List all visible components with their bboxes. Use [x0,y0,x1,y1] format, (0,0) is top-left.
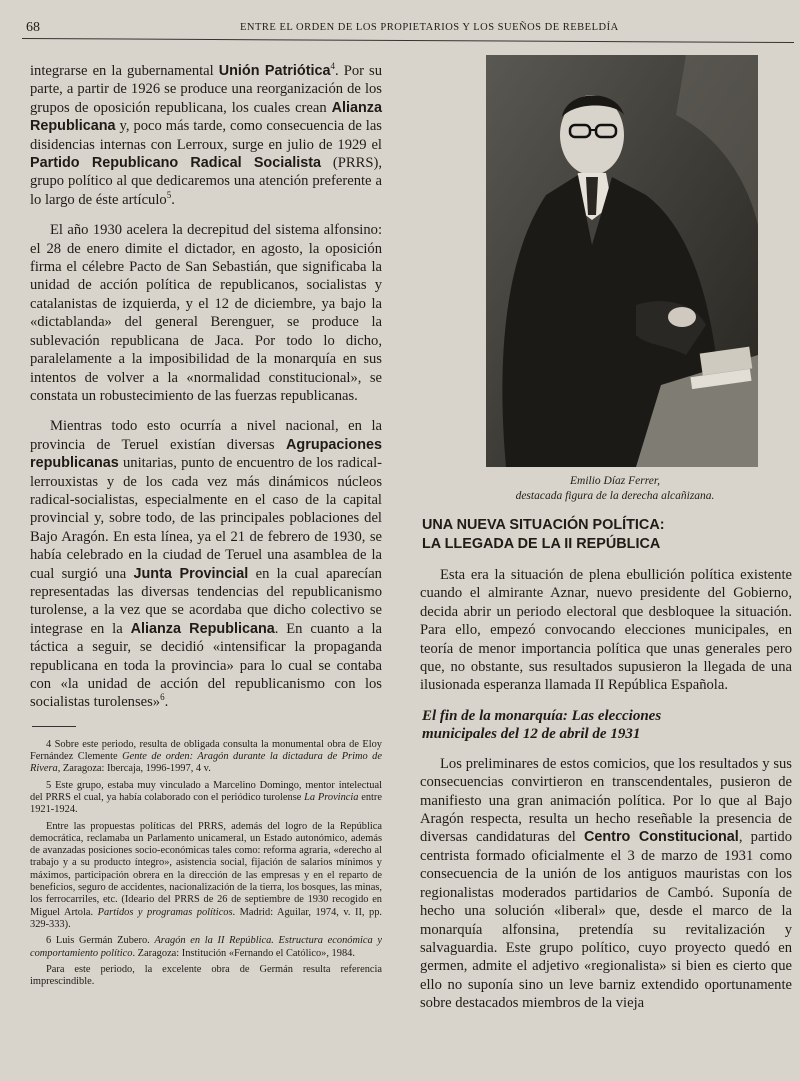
section-heading [422,516,792,554]
text-run: integrarse en la gubernamental [30,63,219,79]
section-heading-line-1: UNA NUEVA SITUACIÓN POLÍTICA: [422,517,665,533]
portrait-illustration [486,55,758,467]
subsection-heading-line-2: municipales del 12 de abril de 1931 [422,725,641,742]
text-run: , Zaragoza: Ibercaja, 1996-1997, 4 v. [57,763,211,775]
text-run: (PRRS), grupo político al que dedicaremos una atención preferente a lo largo de éste artículo [30,155,382,208]
text-run: . Zaragoza: Institución «Fernando el Católico», 1984. [132,947,355,959]
text-run: y, poco más tarde, como consecuencia de las disidencias internas con Lerroux, surge en julio de 1929 el [30,118,382,153]
cited-title: La Provincia [304,792,359,803]
paragraph-1 [30,62,382,209]
section-heading-line-2: LA LLEGADA DE LA II REPÚBLICA [422,536,661,552]
text-run: Para este periodo, la excelente obra de Germán resulta referencia imprescindible. [30,963,382,988]
footnote-6-continued [30,964,382,989]
text-run: . Por su parte, a partir de 1926 se produce una reorganización de los grupos de oposición republicana, los cuales crean [30,63,382,116]
text-run: entre 1921-1924. [30,792,382,816]
text-run: . Madrid: Aguilar, 1974, v. II, pp. 329-333). [30,906,383,930]
subsection-heading [422,707,792,743]
footnote-ref-4: 4 [330,61,335,72]
text-run: . En cuanto a la táctica a seguir, se decidió «intensificar la propaganda republicana en toda la provincia» para lo cual se contaba con «la unidad de acción del republicanismo con los socialistas turolenses» [30,620,382,711]
text-run: 6 Luis Germán Zubero. [46,935,155,947]
text-run: 5 Este grupo, estaba muy vinculado a Marcelino Domingo, mentor intelectual del PRRS el cual, ya había colaborado con el periódico turolense [30,779,382,803]
footnote-5 [30,780,382,817]
footnote-ref-5: 5 [166,189,172,200]
header-rule [22,38,794,43]
text-run: 4 Sobre este periodo, resulta de obligada consulta la monumental obra de Eloy Fernández Clemente [30,738,382,763]
cited-title: Aragón en la II República. Estructura económica y comportamiento político [30,935,382,959]
paragraph-2 [30,221,382,405]
portrait-photo [486,55,758,467]
text-run: unitarias, punto de encuentro de los radical-lerrouxistas y de los cada vez más dinámicos núcleos radical-socialistas, especialmente en el caso de la capital provincial y, sobre todo, de las principales poblaciones del Bajo Aragón. En esta línea, ya el 21 de febrero de 1930, se había celebrado en la ciudad de Teruel una asamblea de la cual surgió una [30,455,382,582]
text-run: El año 1930 acelera la decrepitud del sistema alfonsino: el 28 de enero dimite el dictador, en agosto, la oposición firma el célebre Pacto de San Sebastián, que significaba la unidad de acción política de republicanos, socialistas y catalanistas de izquierda, y el 12 de diciembre, ya bajo la «dictablanda» del general Berenguer, se produce la sublevación republicana de Jaca. Por todo lo dicho, paralelamente a la imposibilidad de la monarquía en sus intentos de volver a la «normalidad constitucional», se constata un robustecimiento de las fuerzas republicanas. [30,222,382,404]
caption-description: destacada figura de la derecha alcañizana. [515,490,715,502]
footnote-5-continued [30,821,382,932]
running-title: ENTRE EL ORDEN DE LOS PROPIETARIOS Y LOS SUEÑOS DE REBELDÍA [240,22,619,33]
photo-caption [470,474,760,504]
paragraph-3 [30,417,382,712]
caption-name: Emilio Díaz Ferrer, [570,475,660,487]
page-number: 68 [26,20,40,35]
party-union-patriotica: Unión Patriótica [218,63,331,79]
party-prrs: Partido Republicano Radical Socialista [30,155,322,172]
paragraph-right-1 [420,566,792,695]
paragraph-right-2 [420,755,792,1013]
text-run: . [164,694,169,711]
agrupaciones-republicanas: Agrupaciones republicanas [30,436,382,472]
page-header [22,20,782,38]
text-run: Entre las propuestas políticas del PRRS, además del logro de la República democrática, reclamaba un Parlamento unicameral, un Estado autonómico, además de avanzadas posiciones socio-económicas tales como: reforma agraria, «derecho al trabajo y a su producto íntegro», asistencia social, fijación de salarios mínimos y máximos, participación obrera en la dirección de las empresas y en el reparto de beneficios, seguro de accidentes, nacionalización de la tierra, los bosques, las minas, los ferrocarriles, etc. (Ideario del PRRS de 26 de septiembre de 1930 recogido en Miguel Artola. [30,820,382,918]
junta-provincial: Junta Provincial [133,565,249,582]
centro-constitucional: Centro Constitucional [583,829,739,846]
alianza-republicana: Alianza Republicana [130,620,275,637]
footnote-separator [32,726,76,727]
text-run: Los preliminares de estos comicios, que los resultados y sus consecuencias convirtieron en transcendentales, pusieron de manifiesto una gran animación política. Por lo que al Bajo Aragón respecta, resulta un hecho reseñable la presencia de diversas candidaturas del [420,755,792,846]
cited-title: Partidos y programas políticos [97,906,233,918]
subsection-heading-line-1: El fin de la monarquía: Las elecciones [422,707,662,724]
cited-title: Gente de orden: Aragón durante la dictadura de Primo de Rivera [30,751,382,775]
text-run: . [171,191,175,208]
text-run: Mientras todo esto ocurría a nivel nacional, en la provincia de Teruel existían diversas [30,418,382,453]
text-run: Esta era la situación de plena ebullición política existente cuando el almirante Aznar, nuevo presidente del Gobierno, decida abrir un periodo electoral que desbloquee la situación. Para ello, empezó convocando elecciones municipales, en teoría de menor importancia política que unas generales pero que, no obstante, sus resultados supusieron la llegada de una ilusionada esperanza llamada II República Española. [420,567,792,694]
left-column [30,62,382,992]
footnote-6 [30,935,382,960]
right-column [420,516,792,1025]
text-run: , partido centrista formado oficialmente el 3 de marzo de 1931 como consecuencia de la unión de los antiguos mauristas con los regionalistas moderados partidarios de Cambó. Suponía de hecho una solución «liberal» que, desde el marco de la monarquía alfonsina, pretendía su revitalización y salvaguardia. Este grupo político, cuyo proyecto quedó en germen, admite el adjetivo «regionalista» si bien es cierto que ello no suponía sino un leve barniz extendido oportunamente sobre destacados miembros de la vieja [420,829,792,1012]
party-alianza-republicana: Alianza Republicana [30,99,382,135]
text-run: en la cual aparecían representadas las diversas tendencias del republicanismo turolense, a la vez que se acordaba que dicho colectivo se integrase en la [30,565,382,637]
footnote-ref-6: 6 [160,692,165,703]
footnote-4 [30,739,382,776]
